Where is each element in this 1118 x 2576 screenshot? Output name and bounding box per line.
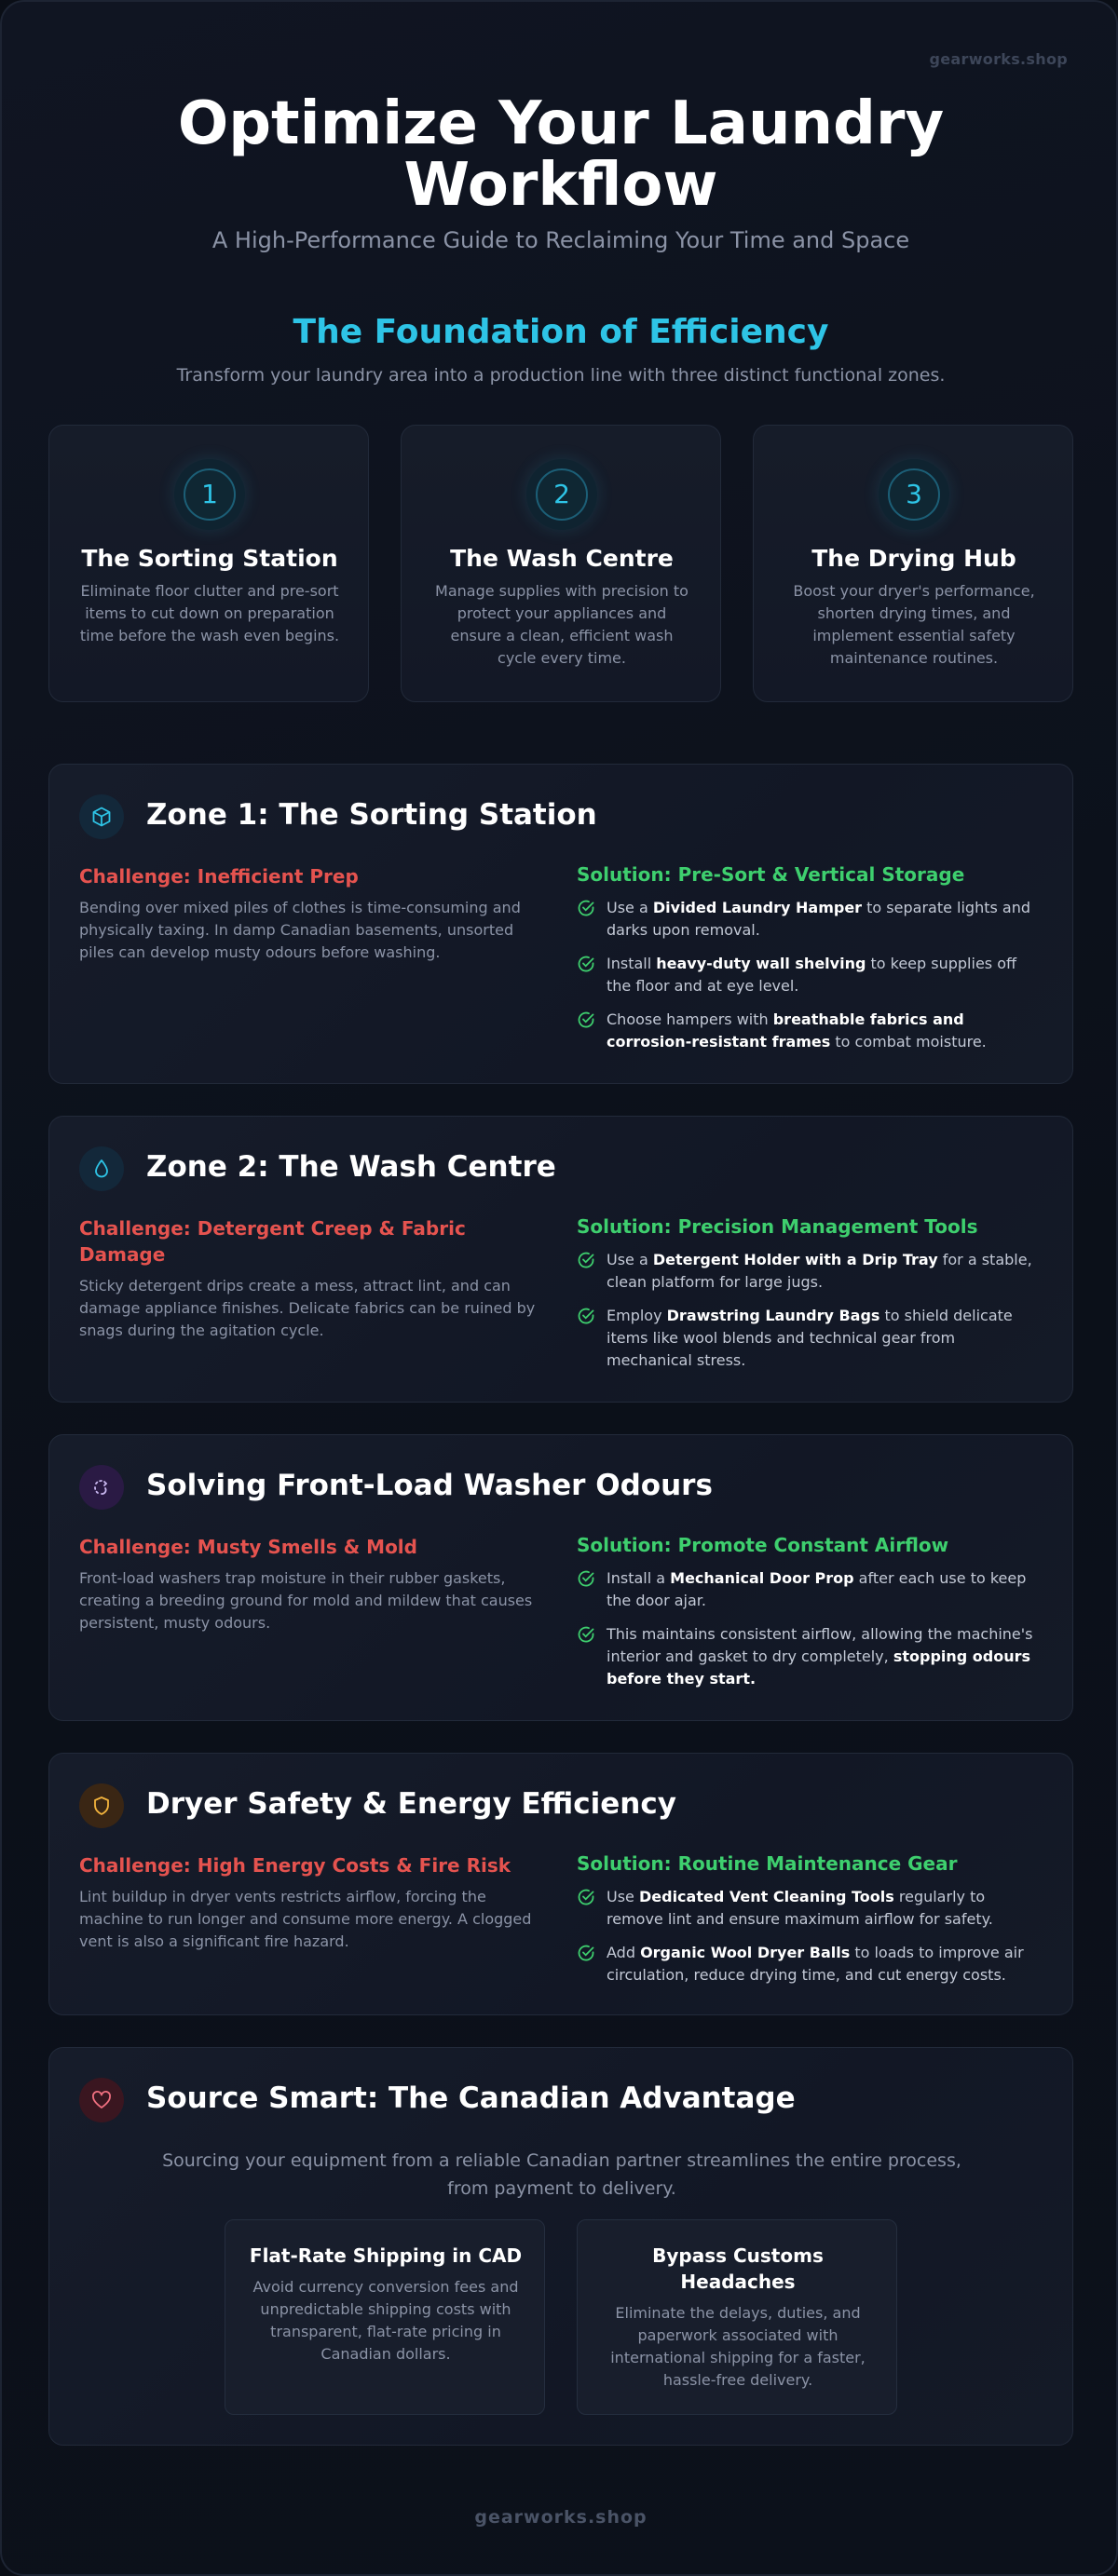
card-number: 3 [888,468,940,521]
solution-list [577,897,1043,1064]
challenge-text: Bending over mixed piles of clothes is time-consuming and physically taxing. In damp Canadian basements, unsorted piles can develop musty odours before washing. [79,899,521,961]
card-title: The Drying Hub [811,545,1016,572]
brand-footer[interactable]: gearworks.shop [474,2507,648,2528]
dryer-panel [48,1753,1073,2015]
check-icon [577,1944,595,1962]
zone-panel-wash [48,1116,1073,1403]
brand-header[interactable]: gearworks.shop [929,50,1068,68]
card-number: 2 [536,468,588,521]
benefit-title: Flat-Rate Shipping in CAD [249,2244,523,2267]
check-icon [577,1625,595,1644]
odour-panel [48,1434,1073,1721]
benefit-text: Eliminate the delays, duties, and paperwork associated with international shipping for a faster, hassle-free delivery. [610,2304,866,2389]
card-number: 1 [184,468,236,521]
cube-icon [79,794,124,839]
card-text: Manage supplies with precision to protect your appliances and ensure a clean, efficient wash cycle every time. [435,582,689,667]
check-icon [577,1569,595,1588]
water-drop-icon [79,1146,124,1191]
zone-card-drying [753,425,1073,702]
solution-item: Use Dedicated Vent Cleaning Tools regularly to remove lint and ensure maximum airflow for safety. [577,1886,1043,1931]
foundation-subtitle: Transform your laundry area into a production line with three distinct functional zones. [176,365,946,386]
benefit-card-customs [577,2219,897,2415]
challenge-text: Front-load washers trap moisture in their rubber gaskets, creating a breeding ground for mold and mildew that causes persistent, musty odours. [79,1569,533,1632]
solution-title: Solution: Pre-Sort & Vertical Storage [577,863,965,886]
card-text: Eliminate floor clutter and pre-sort items to cut down on preparation time before the wash even begins. [79,582,340,644]
number-badge [879,459,949,530]
number-badge [174,459,245,530]
solution-list [577,1567,1043,1702]
panel-title: Zone 1: The Sorting Station [146,798,597,832]
solution-item: Install heavy-duty wall shelving to keep supplies off the floor and at eye level. [577,953,1043,997]
benefit-title: Bypass Customs Headaches [652,2244,824,2293]
shield-icon [79,1783,124,1828]
check-icon [577,955,595,973]
source-intro: Sourcing your equipment from a reliable Canadian partner streamlines the entire process, from payment to delivery. [162,2150,961,2199]
challenge-title: Challenge: Inefficient Prep [79,865,359,888]
card-title: The Wash Centre [450,545,674,572]
zone-card-sorting [48,425,369,702]
solution-item: Use a Detergent Holder with a Drip Tray for a stable, clean platform for large jugs. [577,1249,1043,1294]
heart-icon [79,2078,124,2122]
check-icon [577,899,595,917]
solution-item: Install a Mechanical Door Prop after each use to keep the door ajar. [577,1567,1043,1612]
challenge-title: Challenge: Detergent Creep & Fabric Damage [79,1217,466,1266]
panel-title: Zone 2: The Wash Centre [146,1150,556,1184]
card-title: The Sorting Station [81,545,338,572]
panel-title: Solving Front-Load Washer Odours [146,1469,713,1502]
zone-panel-sorting [48,764,1073,1084]
page-subtitle: A High-Performance Guide to Reclaiming Your Time and Space [211,227,910,253]
check-icon [577,1307,595,1325]
airflow-icon [79,1465,124,1510]
page-title: Optimize Your Laundry Workflow [177,89,945,220]
check-icon [577,1888,595,1906]
benefit-text: Avoid currency conversion fees and unpredictable shipping costs with transparent, flat-rate pricing in Canadian dollars. [252,2278,519,2363]
challenge-text: Sticky detergent drips create a mess, attract lint, and can damage appliance finishes. Delicate fabrics can be ruined by snags during the agitation cycle. [79,1277,536,1339]
solution-item: Add Organic Wool Dryer Balls to loads to improve air circulation, reduce drying time, and cut energy costs. [577,1942,1043,1986]
challenge-title: Challenge: High Energy Costs & Fire Risk [79,1854,511,1877]
solution-list [577,1886,1043,1998]
foundation-title: The Foundation of Efficiency [293,313,829,351]
challenge-text: Lint buildup in dryer vents restricts airflow, forcing the machine to run longer and consume more energy. A clogged vent is also a significant fire hazard. [79,1888,532,1950]
card-text: Boost your dryer's performance, shorten drying times, and implement essential safety maintenance routines. [793,582,1035,667]
solution-title: Solution: Promote Constant Airflow [577,1534,949,1556]
challenge-title: Challenge: Musty Smells & Mold [79,1536,417,1558]
solution-title: Solution: Routine Maintenance Gear [577,1852,958,1875]
solution-item: Choose hampers with breathable fabrics and corrosion-resistant frames to combat moisture. [577,1009,1043,1053]
source-panel [48,2047,1073,2446]
number-badge [526,459,597,530]
panel-title: Source Smart: The Canadian Advantage [146,2081,796,2115]
benefit-card-shipping [225,2219,545,2415]
solution-item: Employ Drawstring Laundry Bags to shield delicate items like wool blends and technical gear from mechanical stress. [577,1305,1043,1372]
zone-card-wash [401,425,721,702]
solution-item: Use a Divided Laundry Hamper to separate lights and darks upon removal. [577,897,1043,942]
solution-item: This maintains consistent airflow, allowing the machine's interior and gasket to dry completely, stopping odours before they start. [577,1623,1043,1690]
check-icon [577,1010,595,1029]
check-icon [577,1251,595,1269]
panel-title: Dryer Safety & Energy Efficiency [146,1787,676,1821]
solution-list [577,1249,1043,1383]
solution-title: Solution: Precision Management Tools [577,1215,978,1238]
